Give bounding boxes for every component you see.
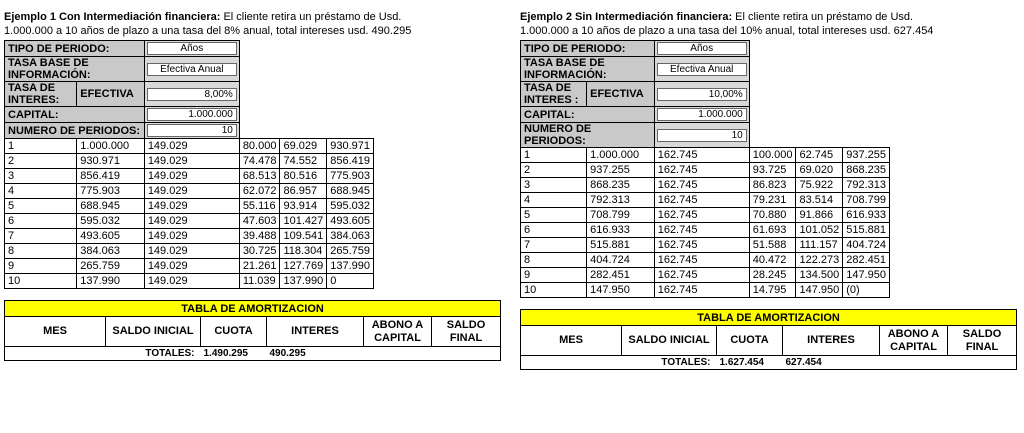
saldo-final-cell: 616.933 <box>843 208 890 223</box>
interes-cell: 61.693 <box>749 223 796 238</box>
example-2-panel <box>520 10 1016 370</box>
tasa-interes-value <box>654 82 749 107</box>
totals-row <box>521 356 1017 370</box>
cuota-cell: 162.745 <box>654 208 749 223</box>
saldo-final-cell: (0) <box>843 283 890 298</box>
table-row <box>5 259 374 274</box>
table-row <box>5 229 374 244</box>
saldo-inicial-cell: 792.313 <box>587 193 655 208</box>
param-row-tipo <box>5 41 374 57</box>
interes-cell: 14.795 <box>749 283 796 298</box>
tasa-base-label: TASA BASE DE INFORMACIÓN: <box>5 57 145 82</box>
abono-capital-cell: 69.029 <box>280 139 327 154</box>
saldo-final-cell: 775.903 <box>327 169 374 184</box>
cuota-cell: 149.029 <box>144 169 239 184</box>
cuota-cell: 162.745 <box>654 253 749 268</box>
abono-capital-cell: 134.500 <box>796 268 843 283</box>
abono-capital-cell: 75.922 <box>796 178 843 193</box>
mes-cell: 4 <box>521 193 587 208</box>
interes-cell: 55.116 <box>239 199 280 214</box>
interes-cell: 100.000 <box>749 148 796 163</box>
header-saldo-final: SALDO FINAL <box>432 317 501 347</box>
param-row-tasa <box>5 82 374 107</box>
header-mes: MES <box>521 326 622 356</box>
mes-cell: 6 <box>5 214 77 229</box>
mes-cell: 10 <box>5 274 77 289</box>
header-cuota: CUOTA <box>201 317 267 347</box>
totals-label: TOTALES: <box>5 347 201 361</box>
example-intro-line2: 1.000.000 a 10 años de plazo a una tasa del 10% anual, total intereses usd. 627.454 <box>520 25 934 37</box>
cuota-cell: 162.745 <box>654 268 749 283</box>
param-row-periodos <box>521 123 890 148</box>
saldo-final-cell: 147.950 <box>843 268 890 283</box>
amortization-table-title: TABLA DE AMORTIZACION <box>5 301 501 317</box>
table-row <box>5 139 374 154</box>
table-row <box>5 214 374 229</box>
mes-cell: 1 <box>521 148 587 163</box>
total-cuota: 1.627.454 <box>717 356 783 370</box>
table-row <box>521 148 890 163</box>
saldo-inicial-cell: 937.255 <box>587 163 655 178</box>
totals-row <box>5 347 501 361</box>
amortization-table <box>4 300 501 361</box>
capital-label: CAPITAL: <box>5 107 145 123</box>
cuota-cell: 149.029 <box>144 139 239 154</box>
interes-cell: 21.261 <box>239 259 280 274</box>
table-row <box>521 208 890 223</box>
capital-value-text: 1.000.000 <box>147 108 237 121</box>
saldo-final-cell: 792.313 <box>843 178 890 193</box>
interes-cell: 74.478 <box>239 154 280 169</box>
tipo-periodo-value <box>654 41 749 57</box>
tasa-interes-value-text: 10,00% <box>657 88 747 101</box>
totals-label: TOTALES: <box>521 356 717 370</box>
cuota-cell: 149.029 <box>144 274 239 289</box>
param-row-periodos <box>5 123 374 139</box>
saldo-inicial-cell: 856.419 <box>77 169 145 184</box>
saldo-inicial-cell: 404.724 <box>587 253 655 268</box>
table-row <box>521 178 890 193</box>
saldo-inicial-cell: 493.605 <box>77 229 145 244</box>
saldo-inicial-cell: 384.063 <box>77 244 145 259</box>
mes-cell: 7 <box>521 238 587 253</box>
saldo-inicial-cell: 265.759 <box>77 259 145 274</box>
saldo-inicial-cell: 1.000.000 <box>587 148 655 163</box>
table-row <box>5 154 374 169</box>
header-saldo-inicial: SALDO INICIAL <box>106 317 201 347</box>
abono-capital-cell: 101.052 <box>796 223 843 238</box>
numero-periodos-value-text: 10 <box>657 129 747 142</box>
abono-capital-cell: 111.157 <box>796 238 843 253</box>
table-row <box>521 238 890 253</box>
cuota-cell: 149.029 <box>144 199 239 214</box>
param-row-tasa-base <box>521 57 890 82</box>
interes-cell: 11.039 <box>239 274 280 289</box>
cuota-cell: 149.029 <box>144 184 239 199</box>
numero-periodos-value <box>654 123 749 148</box>
table-row <box>521 223 890 238</box>
table-row <box>521 253 890 268</box>
abono-capital-cell: 137.990 <box>280 274 327 289</box>
header-saldo-final: SALDO FINAL <box>948 326 1017 356</box>
mes-cell: 8 <box>521 253 587 268</box>
interes-cell: 30.725 <box>239 244 280 259</box>
mes-cell: 10 <box>521 283 587 298</box>
mes-cell: 3 <box>5 169 77 184</box>
saldo-final-cell: 688.945 <box>327 184 374 199</box>
example-1-panel <box>4 10 500 361</box>
saldo-inicial-cell: 930.971 <box>77 154 145 169</box>
mes-cell: 2 <box>5 154 77 169</box>
cuota-cell: 149.029 <box>144 229 239 244</box>
abono-capital-cell: 83.514 <box>796 193 843 208</box>
saldo-inicial-cell: 515.881 <box>587 238 655 253</box>
numero-periodos-label: NUMERO DE PERIODOS: <box>5 123 145 139</box>
interes-cell: 51.588 <box>749 238 796 253</box>
totals-empty-saldo <box>432 347 501 361</box>
abono-capital-cell: 109.541 <box>280 229 327 244</box>
table-row <box>521 163 890 178</box>
totals-empty-saldo <box>948 356 1017 370</box>
abono-capital-cell: 127.769 <box>280 259 327 274</box>
saldo-inicial-cell: 708.799 <box>587 208 655 223</box>
capital-value <box>144 107 239 123</box>
abono-capital-cell: 147.950 <box>796 283 843 298</box>
table-row <box>5 199 374 214</box>
header-abono-capital: ABONO A CAPITAL <box>364 317 432 347</box>
saldo-inicial-cell: 868.235 <box>587 178 655 193</box>
table-row <box>5 169 374 184</box>
totals-empty-abono <box>364 347 432 361</box>
mes-cell: 4 <box>5 184 77 199</box>
saldo-inicial-cell: 137.990 <box>77 274 145 289</box>
saldo-final-cell: 0 <box>327 274 374 289</box>
cuota-cell: 162.745 <box>654 163 749 178</box>
mes-cell: 5 <box>521 208 587 223</box>
table-row <box>521 283 890 298</box>
cuota-cell: 162.745 <box>654 178 749 193</box>
capital-value-text: 1.000.000 <box>657 108 747 121</box>
tasa-base-value-text: Efectiva Anual <box>657 63 747 76</box>
saldo-final-cell: 404.724 <box>843 238 890 253</box>
abono-capital-cell: 69.020 <box>796 163 843 178</box>
example-intro-line1: El cliente retira un préstamo de Usd. <box>220 11 402 23</box>
interes-cell: 86.823 <box>749 178 796 193</box>
interes-cell: 79.231 <box>749 193 796 208</box>
saldo-final-cell: 137.990 <box>327 259 374 274</box>
param-row-capital <box>521 107 890 123</box>
cuota-cell: 149.029 <box>144 214 239 229</box>
table-row <box>5 184 374 199</box>
totals-empty-abono <box>880 356 948 370</box>
saldo-inicial-cell: 616.933 <box>587 223 655 238</box>
cuota-cell: 162.745 <box>654 238 749 253</box>
saldo-final-cell: 515.881 <box>843 223 890 238</box>
abono-capital-cell: 93.914 <box>280 199 327 214</box>
interes-cell: 93.725 <box>749 163 796 178</box>
cuota-cell: 162.745 <box>654 283 749 298</box>
interes-cell: 47.603 <box>239 214 280 229</box>
saldo-final-cell: 930.971 <box>327 139 374 154</box>
abono-capital-cell: 74.552 <box>280 154 327 169</box>
saldo-inicial-cell: 147.950 <box>587 283 655 298</box>
header-interes: INTERES <box>783 326 880 356</box>
header-abono-capital: ABONO A CAPITAL <box>880 326 948 356</box>
example-intro-title: Ejemplo 1 Con Intermediación financiera: <box>4 11 221 23</box>
interes-cell: 80.000 <box>239 139 280 154</box>
interes-cell: 70.880 <box>749 208 796 223</box>
mes-cell: 3 <box>521 178 587 193</box>
interes-cell: 68.513 <box>239 169 280 184</box>
saldo-inicial-cell: 595.032 <box>77 214 145 229</box>
tipo-periodo-label: TIPO DE PERIODO: <box>521 41 655 57</box>
total-cuota: 1.490.295 <box>201 347 267 361</box>
example-intro <box>4 10 500 40</box>
abono-capital-cell: 80.516 <box>280 169 327 184</box>
cuota-cell: 162.745 <box>654 193 749 208</box>
param-row-tasa <box>521 82 890 107</box>
header-mes: MES <box>5 317 106 347</box>
abono-capital-cell: 62.745 <box>796 148 843 163</box>
saldo-final-cell: 265.759 <box>327 244 374 259</box>
example-intro-line1: El cliente retira un préstamo de Usd. <box>732 11 914 23</box>
abono-capital-cell: 91.866 <box>796 208 843 223</box>
amortization-table <box>520 309 1017 370</box>
mes-cell: 6 <box>521 223 587 238</box>
tipo-periodo-value-text: Años <box>657 42 747 55</box>
tasa-interes-value <box>144 82 239 107</box>
cuota-cell: 149.029 <box>144 244 239 259</box>
total-interes: 490.295 <box>267 347 364 361</box>
tipo-periodo-value <box>144 41 239 57</box>
saldo-inicial-cell: 282.451 <box>587 268 655 283</box>
amortization-table-title: TABLA DE AMORTIZACION <box>521 310 1017 326</box>
interes-cell: 39.488 <box>239 229 280 244</box>
header-saldo-inicial: SALDO INICIAL <box>622 326 717 356</box>
table-row <box>521 193 890 208</box>
mes-cell: 1 <box>5 139 77 154</box>
capital-value <box>654 107 749 123</box>
mes-cell: 5 <box>5 199 77 214</box>
mes-cell: 7 <box>5 229 77 244</box>
header-cuota: CUOTA <box>717 326 783 356</box>
abono-capital-cell: 118.304 <box>280 244 327 259</box>
cuota-cell: 162.745 <box>654 223 749 238</box>
table-row <box>5 274 374 289</box>
tasa-interes-label: TASA DE INTERES : <box>521 82 587 107</box>
tasa-interes-label: TASA DE INTERES: <box>5 82 77 107</box>
saldo-final-cell: 708.799 <box>843 193 890 208</box>
tasa-interes-kind: EFECTIVA <box>77 82 145 107</box>
example-intro-line2: 1.000.000 a 10 años de plazo a una tasa del 8% anual, total intereses usd. 490.295 <box>4 25 412 37</box>
tasa-base-value <box>654 57 749 82</box>
abono-capital-cell: 101.427 <box>280 214 327 229</box>
saldo-final-cell: 493.605 <box>327 214 374 229</box>
tasa-interes-value-text: 8,00% <box>147 88 237 101</box>
saldo-final-cell: 868.235 <box>843 163 890 178</box>
mes-cell: 9 <box>521 268 587 283</box>
mes-cell: 9 <box>5 259 77 274</box>
param-row-tipo <box>521 41 890 57</box>
saldo-final-cell: 856.419 <box>327 154 374 169</box>
table-row <box>5 244 374 259</box>
interes-cell: 62.072 <box>239 184 280 199</box>
saldo-inicial-cell: 1.000.000 <box>77 139 145 154</box>
numero-periodos-value-text: 10 <box>147 124 237 137</box>
tasa-base-label: TASA BASE DE INFORMACIÓN: <box>521 57 655 82</box>
loan-parameters-table <box>4 40 374 289</box>
tasa-interes-kind: EFECTIVA <box>587 82 655 107</box>
interes-cell: 40.472 <box>749 253 796 268</box>
tasa-base-value-text: Efectiva Anual <box>147 63 237 76</box>
example-intro-title: Ejemplo 2 Sin Intermediación financiera: <box>520 11 733 23</box>
total-interes: 627.454 <box>783 356 880 370</box>
tasa-base-value <box>144 57 239 82</box>
cuota-cell: 149.029 <box>144 154 239 169</box>
loan-parameters-table <box>520 40 890 298</box>
capital-label: CAPITAL: <box>521 107 655 123</box>
cuota-cell: 162.745 <box>654 148 749 163</box>
saldo-final-cell: 384.063 <box>327 229 374 244</box>
saldo-inicial-cell: 688.945 <box>77 199 145 214</box>
cuota-cell: 149.029 <box>144 259 239 274</box>
saldo-final-cell: 937.255 <box>843 148 890 163</box>
numero-periodos-value <box>144 123 239 139</box>
mes-cell: 8 <box>5 244 77 259</box>
table-row <box>521 268 890 283</box>
saldo-inicial-cell: 775.903 <box>77 184 145 199</box>
example-intro <box>520 10 1016 40</box>
saldo-final-cell: 282.451 <box>843 253 890 268</box>
abono-capital-cell: 86.957 <box>280 184 327 199</box>
saldo-final-cell: 595.032 <box>327 199 374 214</box>
numero-periodos-label: NUMERO DE PERIODOS: <box>521 123 655 148</box>
param-row-capital <box>5 107 374 123</box>
interes-cell: 28.245 <box>749 268 796 283</box>
tipo-periodo-label: TIPO DE PERIODO: <box>5 41 145 57</box>
mes-cell: 2 <box>521 163 587 178</box>
abono-capital-cell: 122.273 <box>796 253 843 268</box>
header-interes: INTERES <box>267 317 364 347</box>
tipo-periodo-value-text: Años <box>147 42 237 55</box>
param-row-tasa-base <box>5 57 374 82</box>
